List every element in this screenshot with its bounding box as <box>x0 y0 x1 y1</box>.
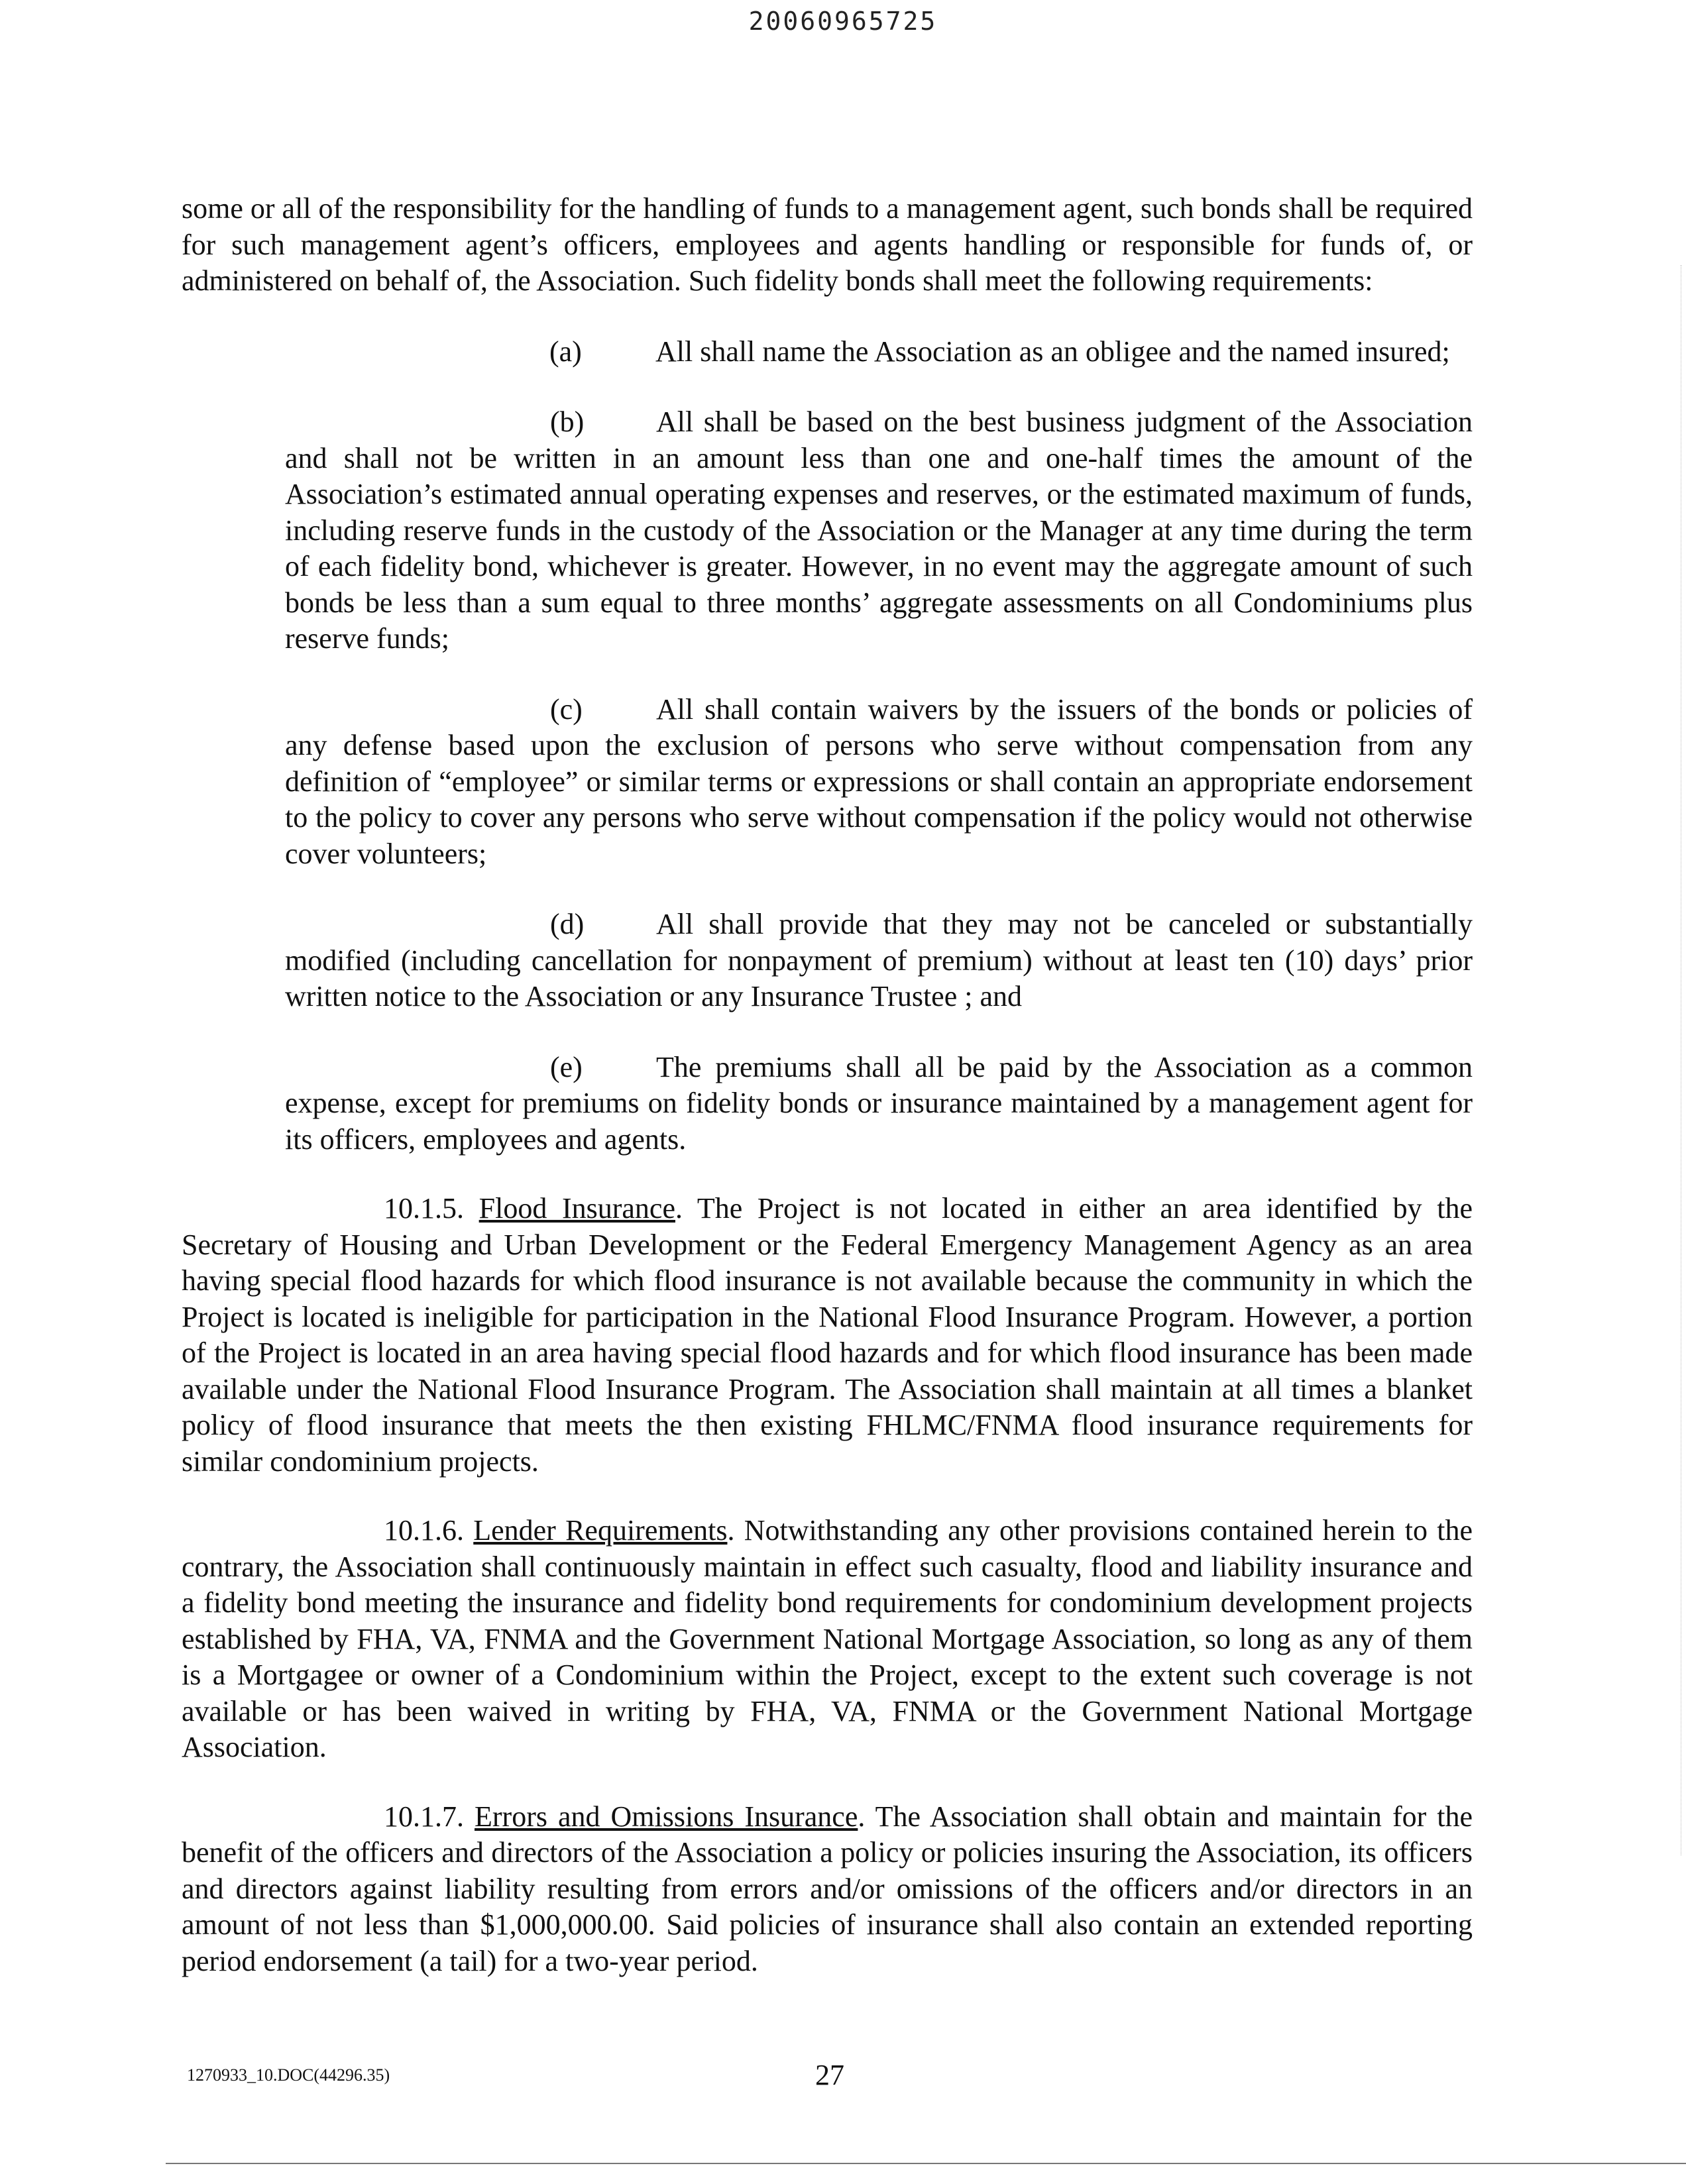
item-a-label: (a) <box>549 335 582 368</box>
section-10-1-7-heading: Errors and Omissions Insurance <box>475 1800 858 1833</box>
item-c-text: All shall contain waivers by the issuers of the bonds or policies of any defense based upon the exclusion of persons who serve without compensation from any definition of “employee” or similar terms or expressions or shall contain an appropriate endorsement to the policy to cover any persons who serve without compensation if the policy would not otherwise cover volunteers; <box>285 692 1473 870</box>
item-d-label: (d) <box>550 908 585 940</box>
item-b-text: All shall be based on the best business judgment of the Association and shall not be written in an amount less than one and one-half times the amount of the Association’s estimated annual operating expenses and reserves, or the estimated maximum of funds, including reserve funds in the custody of the Association or the Manager at any time during the term of each fidelity bond, whichever is greater. However, in no event may the aggregate amount of such bonds be less than a sum equal to three months’ aggregate assessments on all Condominiums plus reserve funds; <box>285 406 1473 655</box>
section-10-1-5 <box>182 1191 1473 1480</box>
item-b-label: (b) <box>550 406 585 438</box>
item-b <box>285 404 1473 657</box>
footer-doc-reference: 1270933_10.DOC(44296.35) <box>187 2065 390 2085</box>
section-10-1-6 <box>182 1513 1473 1766</box>
document-body <box>182 191 1473 1979</box>
section-10-1-5-text: . The Project is not located in either an area identified by the Secretary of Housing and Urban Development or the Federal Emergency Management Agency as an area having special flood hazards for which flood insurance is not available because the community in which the Project is located is ineligible for participation in the National Flood Insurance Program. However, a portion of the Project is located in an area having special flood hazards and for which flood insurance has been made available under the National Flood Insurance Program. The Association shall maintain at all times a blanket policy of flood insurance that meets the then existing FHLMC/FNMA flood insurance requirements for similar condominium projects. <box>182 1192 1473 1478</box>
item-c <box>285 692 1473 873</box>
item-e-label: (e) <box>550 1050 583 1083</box>
section-10-1-6-text: . Notwithstanding any other provisions contained herein to the contrary, the Association shall continuously maintain in effect such casualty, flood and liability insurance and a fidelity bond meeting the insurance and fidelity bond requirements for condominium development projects established by FHA, VA, FNMA and the Government National Mortgage Association, so long as any of them is a Mortgagee or owner of a Condominium within the Project, except to the extent such coverage is not available or has been waived in writing by FHA, VA, FNMA or the Government National Mortgage Association. <box>182 1514 1473 1763</box>
section-10-1-7-text: . The Association shall obtain and maintain for the benefit of the officers and directors of the Association a policy or policies insuring the Association, its officers and directors against liability resulting from errors and/or omissions of the officers and/or directors in an amount of not less than $1,000,000.00. Said policies of insurance shall also contain an extended reporting period endorsement (a tail) for a two-year period. <box>182 1800 1473 1977</box>
item-d-text: All shall provide that they may not be canceled or substantially modified (including cancellation for nonpayment of premium) without at least ten (10) days’ prior written notice to the Association or any Insurance Trustee ; and <box>285 908 1473 1012</box>
section-10-1-6-heading: Lender Requirements <box>473 1514 728 1547</box>
scan-edge-line <box>166 2163 1686 2164</box>
item-a-text: All shall name the Association as an obligee and the named insured; <box>655 335 1450 368</box>
section-10-1-5-heading: Flood Insurance <box>478 1192 675 1225</box>
section-10-1-6-number: 10.1.6. <box>384 1514 464 1547</box>
intro-paragraph: some or all of the responsibility for the handling of funds to a management agent, such bonds shall be required for such management agent’s officers, employees and agents handling or responsible for funds of, or administered on behalf of, the Association. Such fidelity bonds shall meet the following requirements: <box>182 192 1473 297</box>
page-number: 27 <box>815 2059 844 2091</box>
section-10-1-7 <box>182 1799 1473 1980</box>
item-c-label: (c) <box>550 692 583 726</box>
item-e <box>285 1050 1473 1158</box>
item-a <box>182 334 1473 370</box>
section-10-1-5-number: 10.1.5. <box>384 1192 464 1225</box>
item-e-text: The premiums shall all be paid by the Association as a common expense, except for premiums on fidelity bonds or insurance maintained by a management agent for its officers, employees and agents. <box>285 1050 1473 1156</box>
section-10-1-7-number: 10.1.7. <box>384 1800 464 1833</box>
document-number: 20060965725 <box>748 7 938 36</box>
item-d <box>285 906 1473 1015</box>
